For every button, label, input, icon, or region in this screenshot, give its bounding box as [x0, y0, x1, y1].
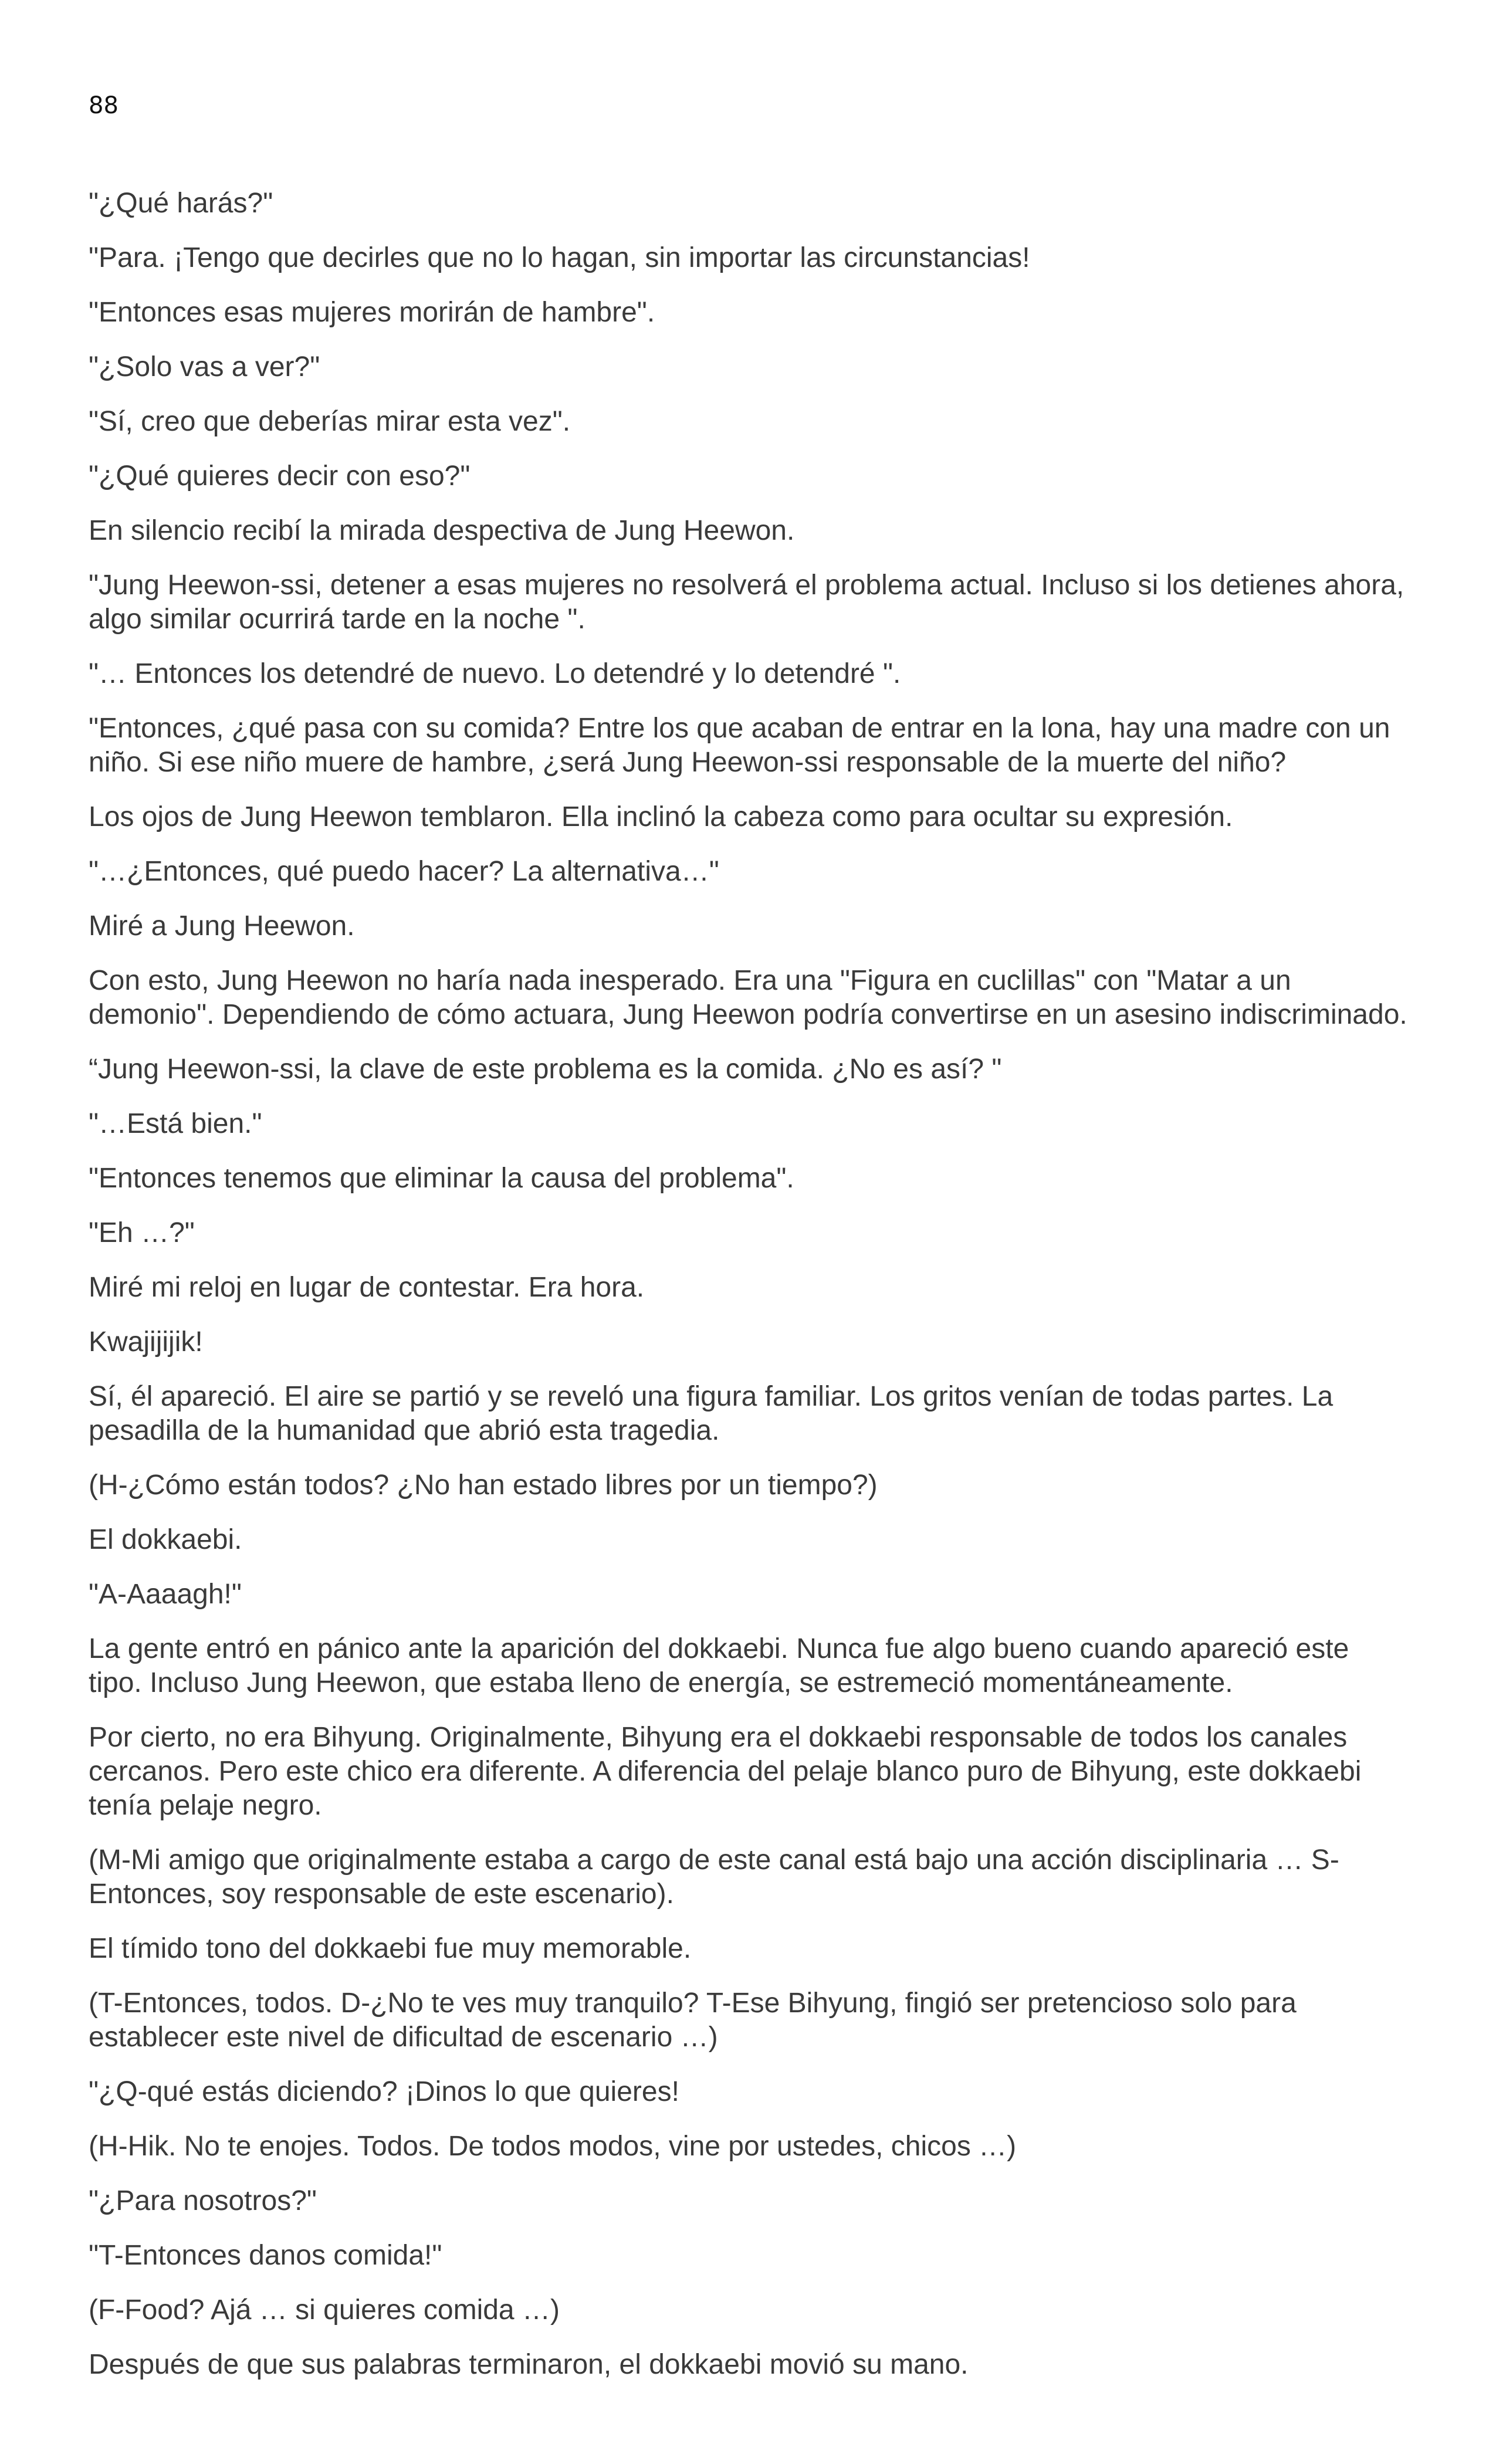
paragraph: "… Entonces los detendré de nuevo. Lo detendré y lo detendré ". — [89, 658, 901, 689]
page-number: 88 — [89, 92, 119, 119]
paragraph: (M-Mi amigo que originalmente estaba a cargo de este canal está bajo una acción disciplinaria … S-Entonces, soy responsable de este escenario). — [89, 1844, 1339, 1910]
paragraph: El tímido tono del dokkaebi fue muy memorable. — [89, 1933, 692, 1964]
paragraph: "Entonces tenemos que eliminar la causa del problema". — [89, 1163, 794, 1194]
paragraph: “Jung Heewon-ssi, la clave de este problema es la comida. ¿No es así? " — [89, 1054, 1002, 1085]
paragraph: (F-Food? Ajá … si quieres comida …) — [89, 2294, 560, 2326]
paragraph: "Eh …?" — [89, 1217, 195, 1248]
paragraph: "¿Qué harás?" — [89, 188, 273, 219]
paragraph: "A-Aaaagh!" — [89, 1579, 242, 1610]
paragraph: "¿Para nosotros?" — [89, 2185, 317, 2216]
paragraph: "Sí, creo que deberías mirar esta vez". — [89, 406, 571, 437]
paragraph: "¿Qué quieres decir con eso?" — [89, 461, 471, 492]
paragraph: "Para. ¡Tengo que decirles que no lo hagan, sin importar las circunstancias! — [89, 242, 1030, 273]
paragraph: (H-¿Cómo están todos? ¿No han estado libres por un tiempo?) — [89, 1470, 878, 1501]
paragraph: Kwajijijik! — [89, 1326, 203, 1358]
paragraph: Miré mi reloj en lugar de contestar. Era hora. — [89, 1272, 645, 1303]
paragraph: Sí, él apareció. El aire se partió y se reveló una figura familiar. Los gritos venían de todas partes. La pesadilla de la humanidad que abrió esta tragedia. — [89, 1381, 1333, 1446]
paragraph: La gente entró en pánico ante la aparición del dokkaebi. Nunca fue algo bueno cuando apareció este tipo. Incluso Jung Heewon, que estaba lleno de energía, se estremeció momentáneamente. — [89, 1633, 1349, 1698]
paragraph: "…Está bien." — [89, 1108, 262, 1139]
paragraph: (H-Hik. No te enojes. Todos. De todos modos, vine por ustedes, chicos …) — [89, 2131, 1017, 2162]
paragraph: "Entonces esas mujeres morirán de hambre". — [89, 297, 655, 328]
paragraph: Después de que sus palabras terminaron, el dokkaebi movió su mano. — [89, 2349, 969, 2380]
paragraph: "Jung Heewon-ssi, detener a esas mujeres no resolverá el problema actual. Incluso si los detienes ahora, algo similar ocurrirá tarde en la noche ". — [89, 570, 1404, 635]
paragraph: "¿Q-qué estás diciendo? ¡Dinos lo que quieres! — [89, 2076, 679, 2107]
paragraph: En silencio recibí la mirada despectiva de Jung Heewon. — [89, 515, 795, 546]
paragraph: "T-Entonces danos comida!" — [89, 2240, 442, 2271]
paragraph: El dokkaebi. — [89, 1524, 242, 1555]
document-body — [89, 187, 1409, 2402]
paragraph: "Entonces, ¿qué pasa con su comida? Entre los que acaban de entrar en la lona, hay una madre con un niño. Si ese niño muere de hambre, ¿será Jung Heewon-ssi responsable de la muerte del niño? — [89, 713, 1390, 778]
paragraph: Por cierto, no era Bihyung. Originalmente, Bihyung era el dokkaebi responsable de todos los canales cercanos. Pero este chico era diferente. A diferencia del pelaje blanco puro de Bihyung, este dokkaebi tenía pelaje negro. — [89, 1722, 1362, 1821]
paragraph: Los ojos de Jung Heewon temblaron. Ella inclinó la cabeza como para ocultar su expresión. — [89, 801, 1233, 832]
paragraph: Miré a Jung Heewon. — [89, 911, 355, 942]
paragraph: Con esto, Jung Heewon no haría nada inesperado. Era una "Figura en cuclillas" con "Matar a un demonio". Dependiendo de cómo actuara, Jung Heewon podría convertirse en un asesino indiscriminado. — [89, 965, 1407, 1030]
paragraph: (T-Entonces, todos. D-¿No te ves muy tranquilo? T-Ese Bihyung, fingió ser pretencioso solo para establecer este nivel de dificultad de escenario …) — [89, 1988, 1297, 2053]
paragraph: "…¿Entonces, qué puedo hacer? La alternativa…" — [89, 856, 719, 887]
paragraph: "¿Solo vas a ver?" — [89, 351, 320, 383]
